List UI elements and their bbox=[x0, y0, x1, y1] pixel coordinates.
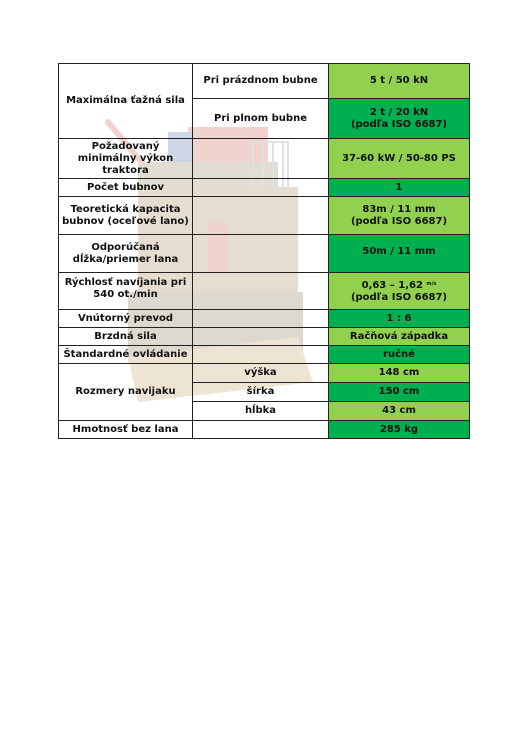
specification-table bbox=[58, 63, 470, 439]
dimensions-label: Rozmery navijaku bbox=[59, 364, 193, 421]
drum-capacity-label-line1: Teoretická kapacita bbox=[70, 203, 181, 215]
winding-speed-label-line1: Rýchlosť navíjania pri bbox=[64, 277, 187, 288]
drum-capacity-value bbox=[329, 197, 470, 235]
weight-value: 285 kg bbox=[329, 421, 470, 439]
height-value: 148 cm bbox=[329, 364, 470, 383]
winding-speed-value-main: 0,63 – 1,62 bbox=[361, 280, 423, 291]
table-row bbox=[59, 328, 470, 346]
tractor-power-label-line2: minimálny výkon bbox=[77, 152, 174, 164]
height-label: výška bbox=[193, 364, 329, 383]
winding-speed-label bbox=[59, 273, 193, 310]
empty-drum-value: 5 t / 50 kN bbox=[329, 64, 470, 99]
full-drum-value-line2: (podľa ISO 6687) bbox=[350, 118, 448, 130]
rope-length-value: 50m / 11 mm bbox=[329, 235, 470, 273]
table-row bbox=[59, 421, 470, 439]
drum-capacity-label-line2: bubnov (oceľové lano) bbox=[62, 215, 189, 227]
table-row bbox=[59, 273, 470, 310]
full-drum-label: Pri plnom bubne bbox=[193, 99, 329, 139]
gear-ratio-value: 1 : 6 bbox=[329, 310, 470, 328]
empty-cell bbox=[193, 139, 329, 179]
rope-length-label-line2: dĺžka/priemer lana bbox=[72, 253, 179, 265]
empty-cell bbox=[193, 235, 329, 273]
table-row bbox=[59, 364, 470, 383]
control-value: ručné bbox=[329, 346, 470, 364]
tractor-power-value: 37-60 kW / 50-80 PS bbox=[329, 139, 470, 179]
table-row bbox=[59, 64, 470, 99]
drum-count-value: 1 bbox=[329, 179, 470, 197]
empty-cell bbox=[193, 273, 329, 310]
weight-label: Hmotnosť bez lana bbox=[59, 421, 193, 439]
winding-speed-value-line2: (podľa ISO 6687) bbox=[350, 292, 448, 303]
winding-speed-value bbox=[329, 273, 470, 310]
full-drum-value bbox=[329, 99, 470, 139]
drum-capacity-label bbox=[59, 197, 193, 235]
drum-capacity-value-line1: 83m / 11 mm bbox=[362, 203, 436, 215]
table-row bbox=[59, 310, 470, 328]
empty-cell bbox=[193, 179, 329, 197]
width-value: 150 cm bbox=[329, 383, 470, 402]
gear-ratio-label: Vnútorný prevod bbox=[59, 310, 193, 328]
drum-capacity-value-line2: (podľa ISO 6687) bbox=[350, 215, 448, 227]
table-row bbox=[59, 346, 470, 364]
empty-cell bbox=[193, 421, 329, 439]
tractor-power-label bbox=[59, 139, 193, 179]
rope-length-label bbox=[59, 235, 193, 273]
drum-count-label: Počet bubnov bbox=[59, 179, 193, 197]
table-row bbox=[59, 139, 470, 179]
depth-label: hĺbka bbox=[193, 402, 329, 421]
empty-cell bbox=[193, 328, 329, 346]
full-drum-value-line1: 2 t / 20 kN bbox=[369, 106, 429, 118]
brake-value: Račňová západka bbox=[329, 328, 470, 346]
control-label: Štandardné ovládanie bbox=[59, 346, 193, 364]
empty-cell bbox=[193, 310, 329, 328]
empty-cell bbox=[193, 197, 329, 235]
empty-drum-label: Pri prázdnom bubne bbox=[193, 64, 329, 99]
tractor-power-label-line3: traktora bbox=[102, 164, 149, 176]
depth-value: 43 cm bbox=[329, 402, 470, 421]
winding-speed-label-line2: 540 ot./min bbox=[93, 289, 158, 300]
brake-label: Brzdná sila bbox=[59, 328, 193, 346]
max-pull-label: Maximálna ťažná sila bbox=[59, 64, 193, 139]
width-label: šírka bbox=[193, 383, 329, 402]
table-row bbox=[59, 235, 470, 273]
table-row bbox=[59, 197, 470, 235]
table-row bbox=[59, 179, 470, 197]
tractor-power-label-line1: Požadovaný bbox=[91, 140, 160, 152]
empty-cell bbox=[193, 346, 329, 364]
winding-speed-unit: m/s bbox=[426, 281, 437, 287]
rope-length-label-line1: Odporúčaná bbox=[91, 241, 160, 253]
